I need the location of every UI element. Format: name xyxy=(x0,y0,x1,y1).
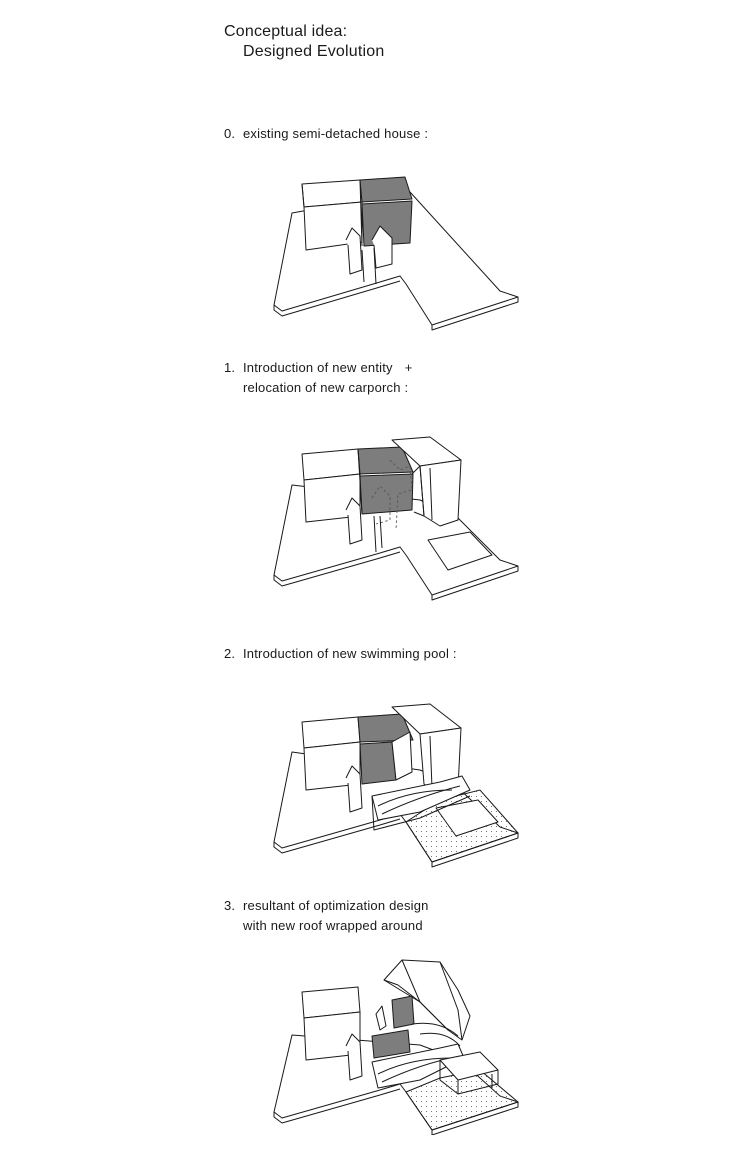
title-line-1: Conceptual idea: xyxy=(224,23,348,40)
new-entity-wall xyxy=(360,742,396,784)
step-3-number: 3. xyxy=(224,898,236,913)
step-1-text-line-1: Introduction of new entity xyxy=(243,360,393,375)
new-entity-wall xyxy=(360,474,413,514)
step-0-number: 0. xyxy=(224,126,236,141)
step-0-drawing xyxy=(0,170,750,340)
step-1-text-line-2: relocation of new carporch : xyxy=(243,380,409,395)
step-3-text-line-2: with new roof wrapped around xyxy=(243,918,423,933)
step-1-caption xyxy=(224,358,413,398)
step-2-number: 2. xyxy=(224,646,236,661)
step-1-drawing xyxy=(0,430,750,605)
step-2-caption xyxy=(224,644,457,664)
diagram-title xyxy=(224,22,384,62)
step-0-caption xyxy=(224,124,428,144)
step-1-number: 1. xyxy=(224,360,236,375)
step-2-text: Introduction of new swimming pool : xyxy=(243,646,457,661)
shell-curve-2 xyxy=(420,1033,460,1046)
existing-house-roof xyxy=(360,177,412,202)
step-3-caption xyxy=(224,896,429,936)
new-entity-upper xyxy=(392,996,414,1028)
entity-window xyxy=(376,1006,386,1030)
step-3-text-line-1: resultant of optimization design xyxy=(243,898,429,913)
title-line-2: Designed Evolution xyxy=(243,43,385,60)
step-3-drawing xyxy=(0,955,750,1135)
step-2-drawing xyxy=(0,700,750,870)
step-0-text: existing semi-detached house : xyxy=(243,126,429,141)
step-1-plus: + xyxy=(404,360,413,375)
new-block-front xyxy=(420,460,461,526)
